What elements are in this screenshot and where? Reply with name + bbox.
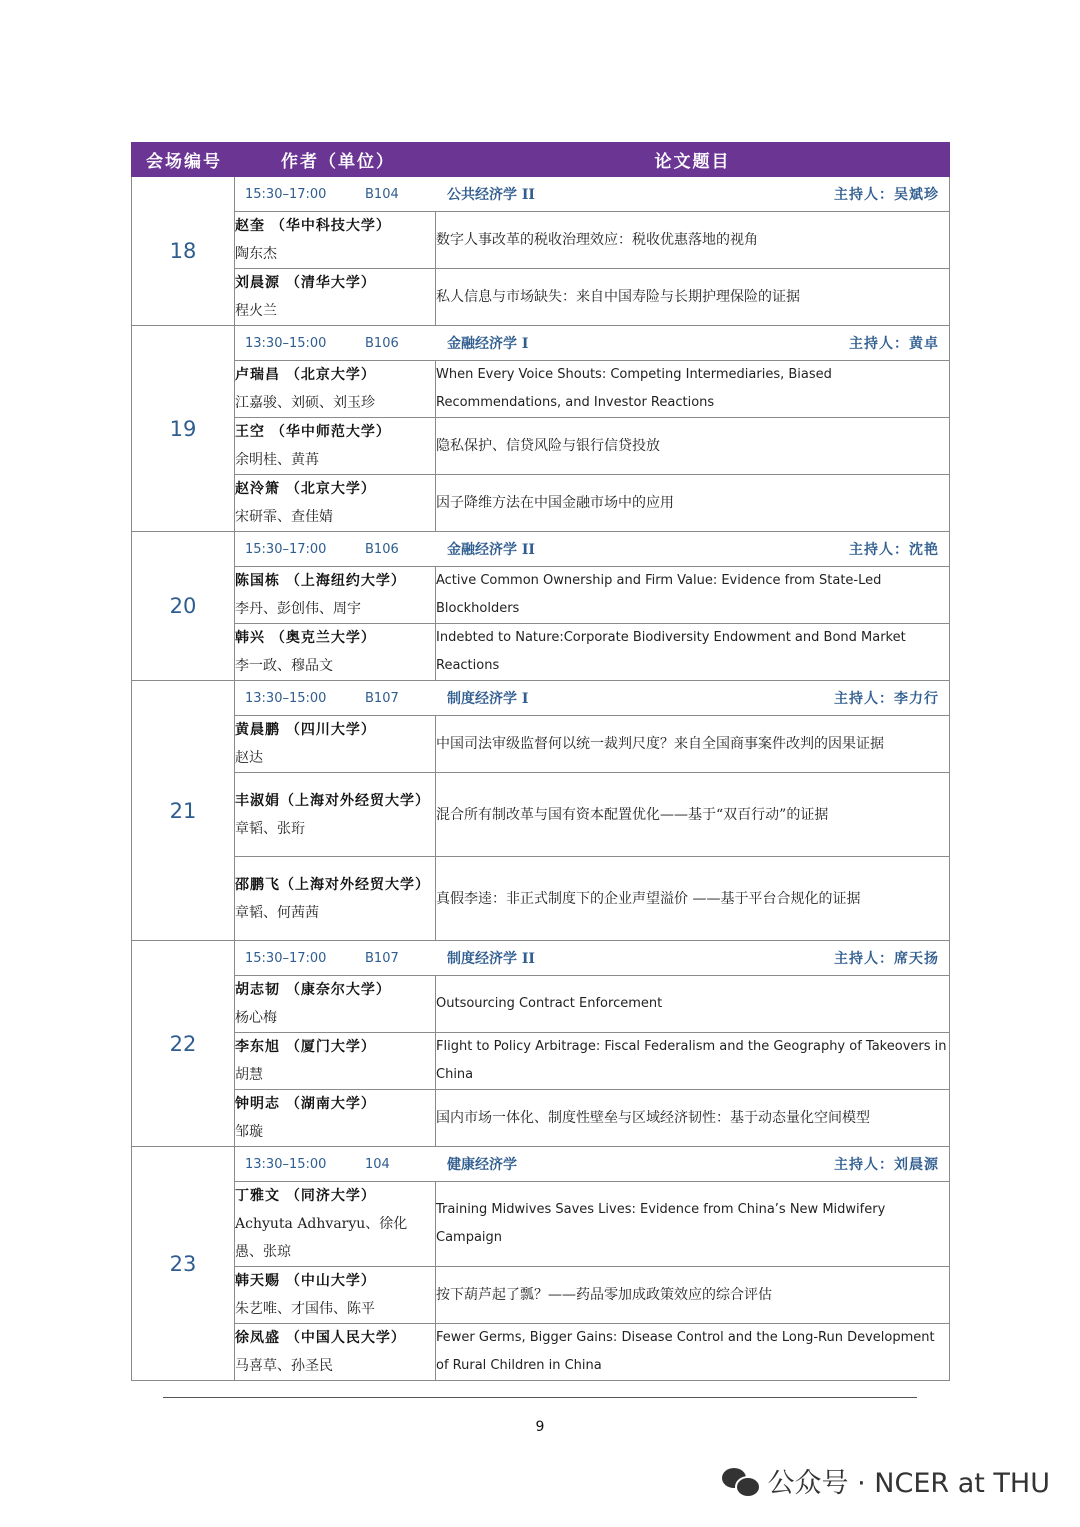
coauthors: 章韬、何茜茜	[235, 904, 319, 921]
session-header-row	[132, 326, 950, 361]
author-cell	[235, 857, 436, 941]
session-number: 20	[132, 532, 235, 681]
session-header-row	[132, 941, 950, 976]
paper-title: 数字人事改革的税收治理效应：税收优惠落地的视角	[436, 212, 950, 269]
paper-title: 因子降维方法在中国金融市场中的应用	[436, 475, 950, 532]
session-title: 健康经济学	[447, 1157, 517, 1173]
coauthors: 陶东杰	[235, 246, 277, 262]
session-header-row	[132, 177, 950, 212]
author-cell	[235, 567, 436, 624]
session-number: 18	[132, 177, 235, 326]
session-info-bar	[235, 941, 950, 976]
presenter: 钟明志 （湖南大学）	[235, 1096, 376, 1112]
author-cell	[235, 1033, 436, 1090]
session-info-bar	[235, 1147, 950, 1182]
session-host: 主持人：吴斌珍	[834, 187, 939, 203]
presenter: 赵奎 （华中科技大学）	[235, 218, 391, 234]
header-author: 作者（单位）	[235, 143, 436, 177]
paper-row	[132, 857, 950, 941]
session-info-bar	[235, 532, 950, 567]
paper-row	[132, 1182, 950, 1267]
coauthors: 程火兰	[235, 303, 277, 319]
author-cell	[235, 1324, 436, 1381]
header-paper-title: 论文题目	[436, 143, 950, 177]
paper-title: Active Common Ownership and Firm Value: Evidence from State-Led Blockholders	[436, 567, 950, 624]
author-cell	[235, 716, 436, 773]
paper-title: 私人信息与市场缺失：来自中国寿险与长期护理保险的证据	[436, 269, 950, 326]
coauthors: 马喜草、孙圣民	[235, 1358, 333, 1374]
author-cell	[235, 418, 436, 475]
session-number: 21	[132, 681, 235, 941]
coauthors: 余明桂、黄苒	[235, 452, 319, 468]
session-room: B107	[365, 950, 399, 966]
table-header-row	[132, 143, 950, 177]
presenter: 卢瑞昌 （北京大学）	[235, 367, 376, 383]
author-cell	[235, 976, 436, 1033]
watermark	[722, 1461, 1050, 1500]
coauthors: 李一政、穆品文	[235, 658, 333, 674]
coauthors: 赵达	[235, 750, 263, 766]
header-session-number: 会场编号	[132, 143, 235, 177]
wechat-icon	[722, 1466, 758, 1496]
presenter: 丰淑娟（上海对外经贸大学）	[235, 792, 430, 809]
session-number: 22	[132, 941, 235, 1147]
session-title: 制度经济学 I	[447, 691, 529, 707]
watermark-text: 公众号 · NCER at THU	[767, 1468, 1050, 1499]
presenter: 黄晨鹏 （四川大学）	[235, 722, 376, 738]
paper-title: 隐私保护、信贷风险与银行信贷投放	[436, 418, 950, 475]
paper-title: Fewer Germs, Bigger Gains: Disease Control and the Long-Run Development of Rural Children in China	[436, 1324, 950, 1381]
paper-row	[132, 361, 950, 418]
session-time: 13:30–15:00	[245, 335, 327, 351]
author-cell	[235, 1182, 436, 1267]
paper-row	[132, 1033, 950, 1090]
author-cell	[235, 624, 436, 681]
presenter: 王空 （华中师范大学）	[235, 424, 391, 440]
session-host: 主持人：沈艳	[849, 542, 939, 558]
session-title: 金融经济学 I	[447, 336, 529, 352]
session-time: 13:30–15:00	[245, 1156, 327, 1172]
paper-title: 按下葫芦起了瓢？——药品零加成政策效应的综合评估	[436, 1267, 950, 1324]
session-host: 主持人：李力行	[834, 691, 939, 707]
presenter: 邵鹏飞（上海对外经贸大学）	[235, 876, 430, 893]
author-cell	[235, 475, 436, 532]
paper-title: 混合所有制改革与国有资本配置优化——基于“双百行动”的证据	[436, 773, 950, 857]
presenter: 徐凤盛 （中国人民大学）	[235, 1330, 406, 1346]
session-number: 19	[132, 326, 235, 532]
session-room: B106	[365, 335, 399, 351]
presenter: 刘晨源 （清华大学）	[235, 275, 376, 291]
paper-row	[132, 418, 950, 475]
presenter: 陈国栋 （上海纽约大学）	[235, 573, 406, 589]
presenter: 韩兴 （奥克兰大学）	[235, 630, 376, 646]
session-title: 公共经济学 II	[447, 187, 535, 203]
presenter: 胡志韧 （康奈尔大学）	[235, 982, 391, 998]
paper-row	[132, 976, 950, 1033]
session-time: 15:30–17:00	[245, 950, 327, 966]
session-header-row	[132, 532, 950, 567]
session-room: B104	[365, 186, 399, 202]
author-cell	[235, 269, 436, 326]
paper-title: 真假李逵：非正式制度下的企业声望溢价 ——基于平台合规化的证据	[436, 857, 950, 941]
coauthors: 邹璇	[235, 1124, 263, 1140]
session-room: B106	[365, 541, 399, 557]
paper-row	[132, 475, 950, 532]
paper-title: 中国司法审级监督何以统一裁判尺度？来自全国商事案件改判的因果证据	[436, 716, 950, 773]
session-header-row	[132, 1147, 950, 1182]
session-time: 15:30–17:00	[245, 541, 327, 557]
session-title: 金融经济学 II	[447, 542, 535, 558]
coauthors: 江嘉骏、刘硕、刘玉珍	[235, 395, 375, 411]
session-room: B107	[365, 690, 399, 706]
page-number: 9	[535, 1419, 545, 1435]
session-info-bar	[235, 681, 950, 716]
paper-title: Indebted to Nature:Corporate Biodiversity Endowment and Bond Market Reactions	[436, 624, 950, 681]
session-host: 主持人：刘晨源	[834, 1157, 939, 1173]
session-host: 主持人：黄卓	[849, 336, 939, 352]
session-time: 15:30–17:00	[245, 186, 327, 202]
author-cell	[235, 212, 436, 269]
paper-row	[132, 1090, 950, 1147]
session-info-bar	[235, 177, 950, 212]
paper-row	[132, 567, 950, 624]
session-info-bar	[235, 326, 950, 361]
author-cell	[235, 1090, 436, 1147]
paper-row	[132, 716, 950, 773]
paper-row	[132, 1324, 950, 1381]
coauthors: 杨心梅	[235, 1010, 277, 1026]
session-number: 23	[132, 1147, 235, 1381]
coauthors: 章韬、张珩	[235, 820, 305, 837]
coauthors: 李丹、彭创伟、周宇	[235, 601, 361, 617]
paper-title: Flight to Policy Arbitrage: Fiscal Federalism and the Geography of Takeovers in China	[436, 1033, 950, 1090]
paper-row	[132, 212, 950, 269]
session-title: 制度经济学 II	[447, 951, 535, 967]
presenter: 韩天赐 （中山大学）	[235, 1273, 376, 1289]
session-host: 主持人：席天扬	[834, 951, 939, 967]
paper-title: When Every Voice Shouts: Competing Intermediaries, Biased Recommendations, and Investor Reactions	[436, 361, 950, 418]
paper-row	[132, 773, 950, 857]
presenter: 赵泠箫 （北京大学）	[235, 481, 376, 497]
paper-title: Training Midwives Saves Lives: Evidence from China’s New Midwifery Campaign	[436, 1182, 950, 1267]
paper-row	[132, 269, 950, 326]
coauthors: 朱艺唯、才国伟、陈平	[235, 1301, 375, 1317]
paper-row	[132, 1267, 950, 1324]
session-room: 104	[365, 1156, 390, 1172]
author-cell	[235, 361, 436, 418]
paper-title: Outsourcing Contract Enforcement	[436, 976, 950, 1033]
coauthors: 胡慧	[235, 1067, 263, 1083]
paper-row	[132, 624, 950, 681]
coauthors: 宋研霏、查佳婧	[235, 509, 333, 525]
session-header-row	[132, 681, 950, 716]
footer-rule	[163, 1397, 917, 1398]
schedule-table	[131, 142, 950, 1381]
author-cell	[235, 1267, 436, 1324]
coauthors: Achyuta Adhvaryu、徐化愚、张琼	[235, 1216, 408, 1260]
presenter: 李东旭 （厦门大学）	[235, 1039, 376, 1055]
presenter: 丁雅文 （同济大学）	[235, 1188, 376, 1204]
session-time: 13:30–15:00	[245, 690, 327, 706]
paper-title: 国内市场一体化、制度性壁垒与区域经济韧性：基于动态量化空间模型	[436, 1090, 950, 1147]
author-cell	[235, 773, 436, 857]
